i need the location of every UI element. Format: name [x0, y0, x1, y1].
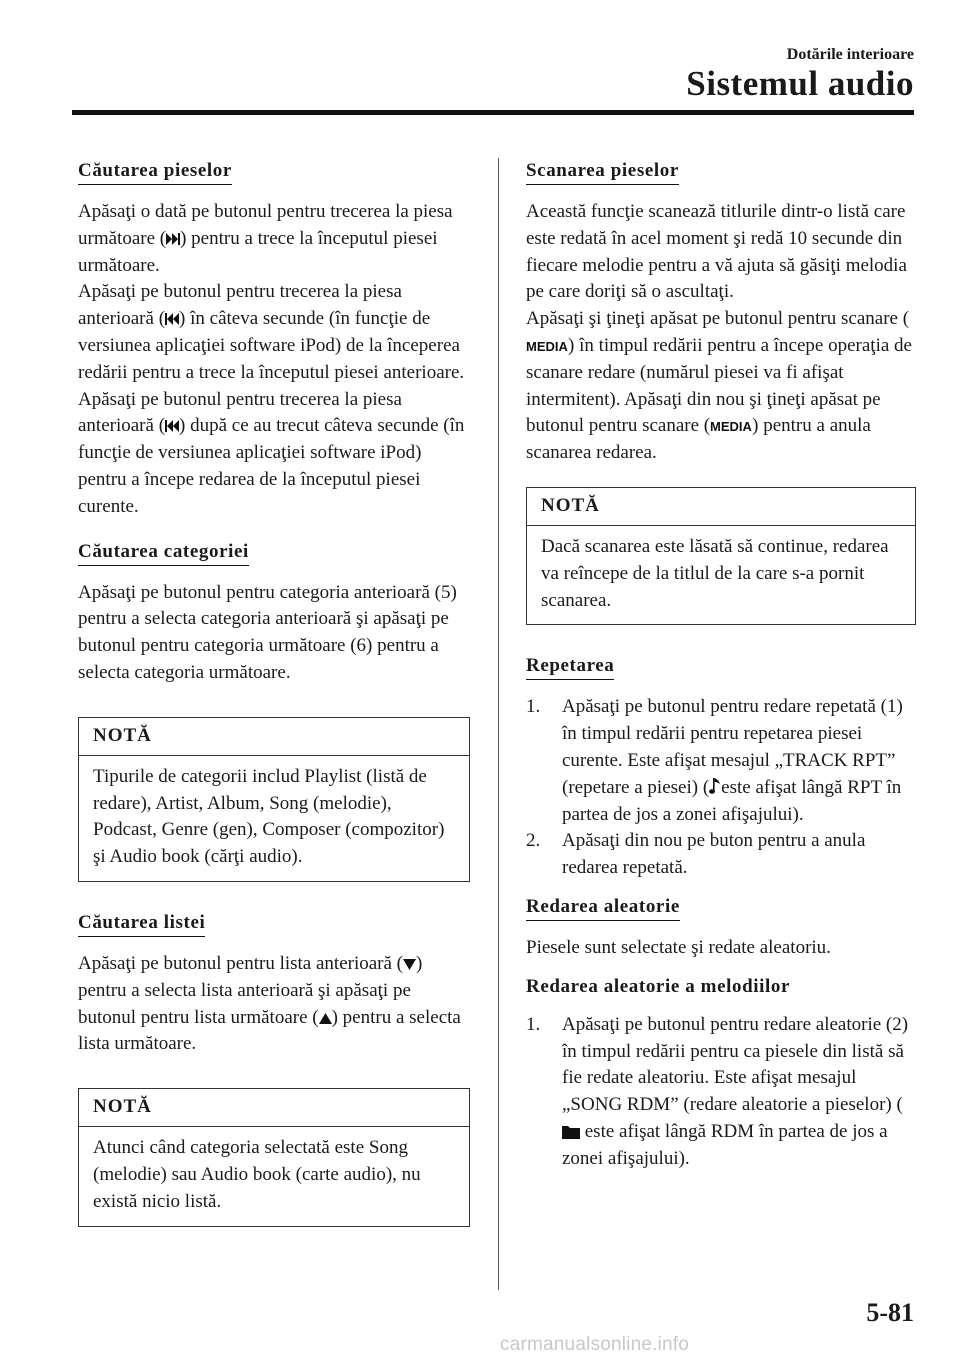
header-rule [72, 110, 914, 115]
paragraph-category: Apăsaţi pe butonul pentru categoria anterioară (5) pentru a selecta categoria anterioară şi apăsaţi pe butonul pentru categoria următoare (6) pentru a selecta categoria următoare. [78, 581, 457, 683]
svg-text:MEDIA: MEDIA [710, 419, 753, 434]
down-triangle-icon [403, 958, 416, 971]
heading-cautarea-pieselor: Căutarea pieselor [78, 160, 232, 185]
paragraph-scan-description: Această funcţie scanează titlurile dintr-o listă care este redată în acel moment şi redă 10 secunde din fiecare melodie pentru a vă ajuta să găsiţi melodia pe care doriţi să o ascultaţi. [526, 201, 907, 303]
note-box-categories [78, 717, 470, 882]
subheading-random-songs: Redarea aleatorie a melodiilor [526, 975, 791, 997]
skip-forward-icon [166, 232, 180, 246]
skip-back-icon [165, 419, 179, 433]
random-steps [526, 1012, 916, 1173]
page-title: Sistemul audio [686, 64, 914, 103]
note-title: NOTĂ [79, 1089, 469, 1127]
list-item: 1. Apăsaţi pe butonul pentru redare aleatorie (2) în timpul redării pentru ca piesele din listă să fie redate aleatoriu. Este afişat mesajul „SONG RDM” (redare aleatorie a pieselor) ( este afişat lângă RDM în partea de jos a zonei afişajului). [526, 1013, 909, 1169]
note-body: Atunci când categoria selectată este Song (melodie) sau Audio book (carte audio), nu există nicio listă. [93, 1137, 421, 1212]
paragraph-prev-track: Apăsaţi pe butonul pentru trecerea la piesa anterioară ( ) în câteva secunde (în funcţie de versiunea aplicaţiei software iPod) de la începerea redării pentru a trece la începutul piesei anterioare. [78, 281, 465, 383]
watermark: carmanualsonline.info [500, 1334, 690, 1355]
heading-redarea-aleatorie: Redarea aleatorie [526, 896, 680, 921]
paragraph-next-track: Apăsaţi o dată pe butonul pentru trecerea la piesa următoare ( ) pentru a trece la începutul piesei următoare. [78, 201, 453, 276]
svg-text:MEDIA: MEDIA [526, 338, 568, 353]
note-box-scan [526, 487, 916, 625]
note-title: NOTĂ [527, 488, 915, 526]
heading-repetarea: Repetarea [526, 655, 614, 680]
list-item: 1. Apăsaţi pe butonul pentru redare repetată (1) în timpul redării pentru repetarea piesei curente. Este afişat mesajul „TRACK RPT” (repetare a piesei) ( este afişat lângă RPT în partea de jos a zonei afişajului). [526, 696, 903, 825]
left-column [78, 160, 470, 1227]
paragraph-list: Apăsaţi pe butonul pentru lista anterioară ( ) pentru a selecta lista anterioară şi apăsaţi pe butonul pentru lista următoare ( ) pentru a selecta lista următoare. [78, 952, 461, 1055]
up-triangle-icon [319, 1012, 332, 1025]
page-number: 5-81 [866, 1298, 914, 1327]
list-item: 2. Apăsaţi din nou pe buton pentru a anula redarea repetată. [526, 830, 866, 879]
column-divider [498, 158, 499, 1290]
heading-cautarea-categoriei: Căutarea categoriei [78, 541, 249, 566]
section-label: Dotările interioare [786, 46, 914, 63]
paragraph-scan-howto: Apăsaţi şi ţineţi apăsat pe butonul pentru scanare ( MEDIA ) în timpul redării pentru a începe operaţia de scanare redare (numărul piesei va fi afişat intermitent). Apăsaţi din nou şi ţineţi apăsat pe butonul pentru scanare ( MEDIA ) pentru a anula scanarea redarea. [526, 308, 912, 464]
folder-icon [562, 1124, 580, 1139]
skip-back-icon [165, 312, 179, 326]
music-note-icon [709, 777, 721, 795]
heading-cautarea-listei: Căutarea listei [78, 912, 205, 937]
note-box-list [78, 1088, 470, 1226]
paragraph-random: Piesele sunt selectate şi redate aleatoriu. [526, 936, 831, 958]
note-body: Dacă scanarea este lăsată să continue, redarea va reîncepe de la titlul de la care s-a pornit scanarea. [541, 535, 889, 611]
note-body: Tipurile de categorii includ Playlist (listă de redare), Artist, Album, Song (melodie), Podcast, Genre (gen), Composer (compozitor) şi Audio book (cărţi audio). [93, 765, 445, 868]
note-title: NOTĂ [79, 718, 469, 756]
paragraph-restart-track: Apăsaţi pe butonul pentru trecerea la piesa anterioară ( ) după ce au trecut câteva secunde (în funcţie de versiunea aplicaţiei software iPod) pentru a începe redarea de la începutul piesei curente. [78, 388, 465, 517]
right-column [526, 160, 916, 1173]
media-button-icon [526, 339, 568, 353]
repeat-steps [526, 694, 916, 882]
media-button-icon [710, 419, 752, 433]
heading-scanarea-pieselor: Scanarea pieselor [526, 160, 679, 185]
